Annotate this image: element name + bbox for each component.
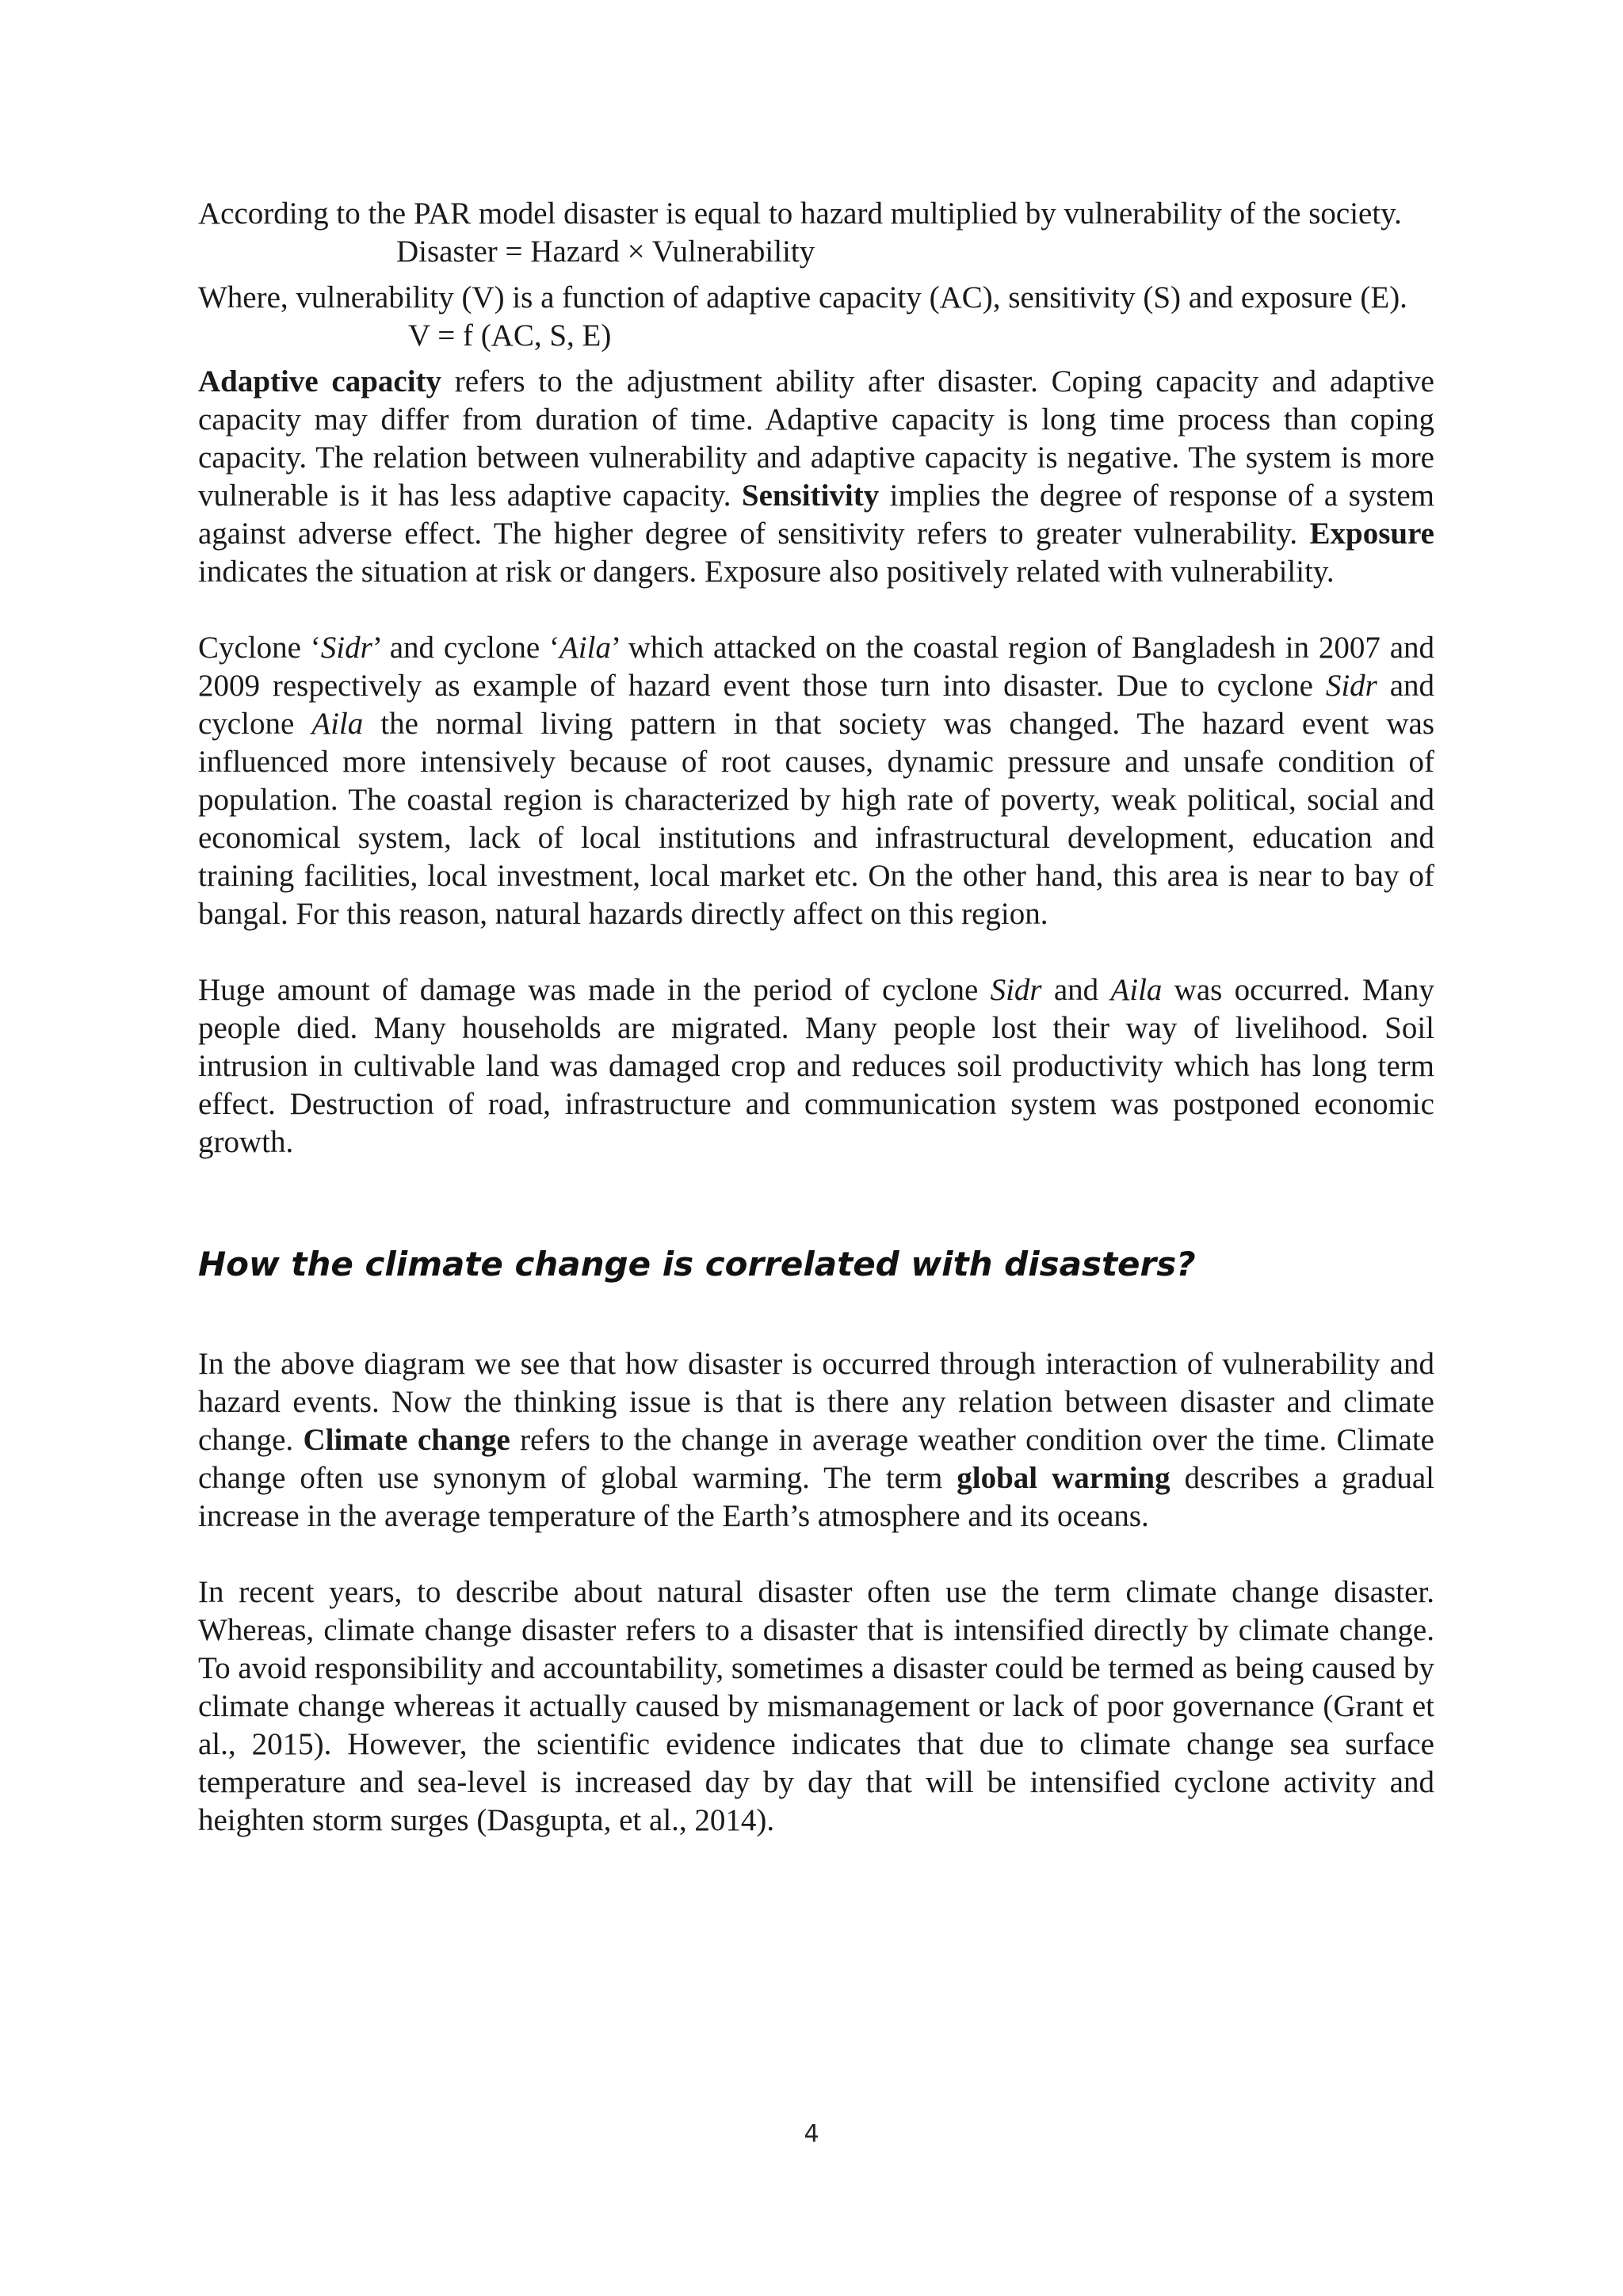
aila-name: Aila (311, 707, 364, 741)
cyclone-text-1: Cyclone ‘ (198, 631, 321, 665)
sensitivity-text: implies the degree of response of a system against adverse effect. The higher degree of sensitivity refers to greater vulnerability. (198, 479, 1434, 551)
damage-text-2: and (1041, 973, 1111, 1007)
cyclone-text-3: ’ which attacked on the coastal region of Bangladesh in 2007 and 2009 respectively as example of hazard event those turn into disaster. Due to cyclone (198, 631, 1434, 703)
vulnerability-equation: V = f (AC, S, E) (408, 318, 612, 353)
climate-text-2: refers to the change in average weather condition over the time. Climate change often use synonym of global warming. The term (198, 1423, 1434, 1495)
section-heading: How the climate change is correlated with disasters? (198, 1245, 1196, 1283)
cyclone-text-4: and cyclone (198, 669, 1434, 741)
intro-paragraph: According to the PAR model disaster is equal to hazard multiplied by vulnerability of the society. (198, 196, 1402, 231)
exposure-term: Exposure (1309, 517, 1434, 551)
climate-change-term: Climate change (303, 1423, 510, 1457)
aila-name: Aila (1110, 973, 1163, 1007)
adaptive-capacity-term: Adaptive capacity (198, 364, 442, 399)
sensitivity-term: Sensitivity (741, 479, 880, 513)
cyclone-text-2: ’ and cyclone ‘ (372, 631, 559, 665)
document-page (198, 195, 1434, 1840)
vulnerability-where-paragraph: Where, vulnerability (V) is a function of adaptive capacity (AC), sensitivity (S) and exposure (E). (198, 280, 1407, 315)
global-warming-term: global warming (957, 1461, 1170, 1495)
recent-years-paragraph: In recent years, to describe about natural disaster often use the term climate change disaster. Whereas, climate change disaster refers to a disaster that is intensified directly by climate change. To avoid responsibility and accountability, sometimes a disaster could be termed as being caused by climate change whereas it actually caused by mismanagement or lack of poor governance (Grant et al., 2015). However, the scientific evidence indicates that due to climate change sea surface temperature and sea-level is increased day by day that will be intensified cyclone activity and heighten storm surges (Dasgupta, et al., 2014). (198, 1575, 1434, 1837)
sidr-name: Sidr (320, 631, 372, 665)
exposure-text: indicates the situation at risk or dangers. Exposure also positively related with vulnerability. (198, 555, 1335, 589)
damage-text-3: was occurred. Many people died. Many households are migrated. Many people lost their way of livelihood. Soil intrusion in cultivable land was damaged crop and reduces soil productivity which has long term effect. Destruction of road, infrastructure and communication system was postponed economic growth. (198, 973, 1435, 1159)
disaster-equation: Disaster = Hazard × Vulnerability (396, 235, 815, 269)
cyclone-text-5: the normal living pattern in that society was changed. The hazard event was influenced more intensively because of root causes, dynamic pressure and unsafe condition of population. The coastal region is characterized by high rate of poverty, weak political, social and economical system, lack of local institutions and infrastructural development, education and training facilities, local investment, local market etc. On the other hand, this area is near to bay of bangal. For this reason, natural hazards directly affect on this region. (198, 707, 1435, 931)
climate-change-paragraph (198, 1345, 1434, 1535)
climate-text-3: describes a gradual increase in the average temperature of the Earth’s atmosphere and its oceans. (198, 1461, 1434, 1533)
definitions-paragraph (198, 363, 1434, 591)
adaptive-capacity-text: refers to the adjustment ability after disaster. Coping capacity and adaptive capacity may differ from duration of time. Adaptive capacity is long time process than coping capacity. The relation between vulnerability and adaptive capacity is negative. The system is more vulnerable is it has less adaptive capacity. (198, 364, 1434, 513)
sidr-name: Sidr (990, 973, 1042, 1007)
damage-paragraph (198, 971, 1434, 1161)
climate-text-1: In the above diagram we see that how disaster is occurred through interaction of vulnerability and hazard events. Now the thinking issue is that is there any relation between disaster and climate change. (198, 1347, 1434, 1457)
cyclone-paragraph (198, 629, 1434, 933)
aila-name: Aila (559, 631, 611, 665)
sidr-name: Sidr (1325, 669, 1377, 703)
page-number: 4 (804, 2120, 819, 2148)
damage-text-1: Huge amount of damage was made in the period of cyclone (198, 973, 991, 1007)
